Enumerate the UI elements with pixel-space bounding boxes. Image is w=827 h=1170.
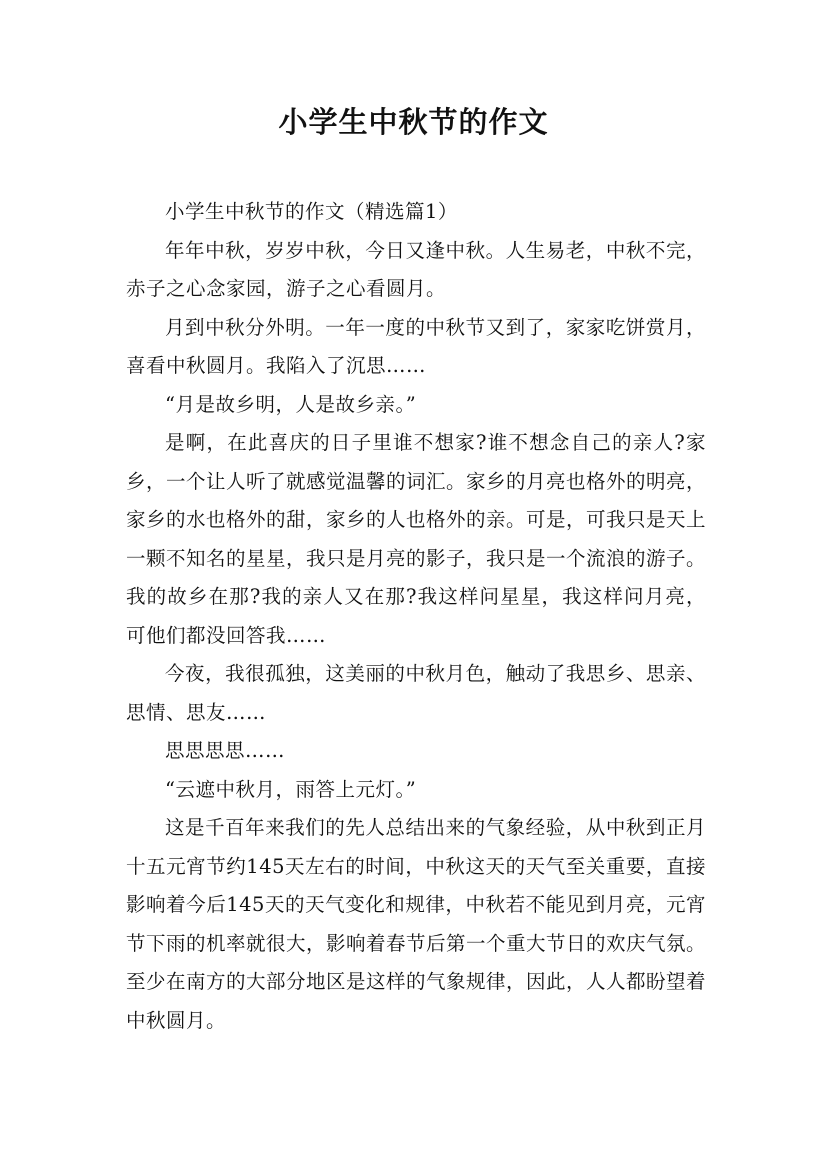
paragraph: 是啊，在此喜庆的日子里谁不想家?谁不想念自己的亲人?家乡，一个让人听了就感觉温馨的词汇。家乡的月亮也格外的明亮，家乡的水也格外的甜，家乡的人也格外的亲。可是，可我只是天上一颗不知名的星星，我只是月亮的影子，我只是一个流浪的游子。我的故乡在那?我的亲人又在那?我这样问星星，我这样问月亮，可他们都没回答我…… [126, 431, 707, 647]
document-title: 小学生中秋节的作文 [278, 105, 549, 139]
paragraph: 这是千百年来我们的先人总结出来的气象经验，从中秋到正月十五元宵节约145天左右的时间，中秋这天的天气至关重要，直接影响着今后145天的天气变化和规律，中秋若不能见到月亮，元宵节下雨的机率就很大，影响着春节后第一个重大节日的欢庆气氛。至少在南方的大部分地区是这样的气象规律，因此，人人都盼望着中秋圆月。 [126, 816, 707, 1032]
paragraph: 年年中秋，岁岁中秋，今日又逢中秋。人生易老，中秋不完，赤子之心念家园，游子之心看圆月。 [126, 238, 706, 300]
paragraph: 月到中秋分外明。一年一度的中秋节又到了，家家吃饼赏月，喜看中秋圆月。我陷入了沉思…… [126, 315, 706, 377]
paragraph: 今夜，我很孤独，这美丽的中秋月色，触动了我思乡、思亲、思情、思友…… [126, 662, 706, 724]
document-body [126, 193, 706, 1040]
quote-paragraph: “月是故乡明，人是故乡亲。” [165, 392, 417, 416]
section-heading: 小学生中秋节的作文（精选篇1） [165, 200, 458, 223]
quote-paragraph: “云遮中秋月，雨答上元灯。” [165, 777, 417, 801]
paragraph: 思思思思…… [165, 739, 286, 762]
